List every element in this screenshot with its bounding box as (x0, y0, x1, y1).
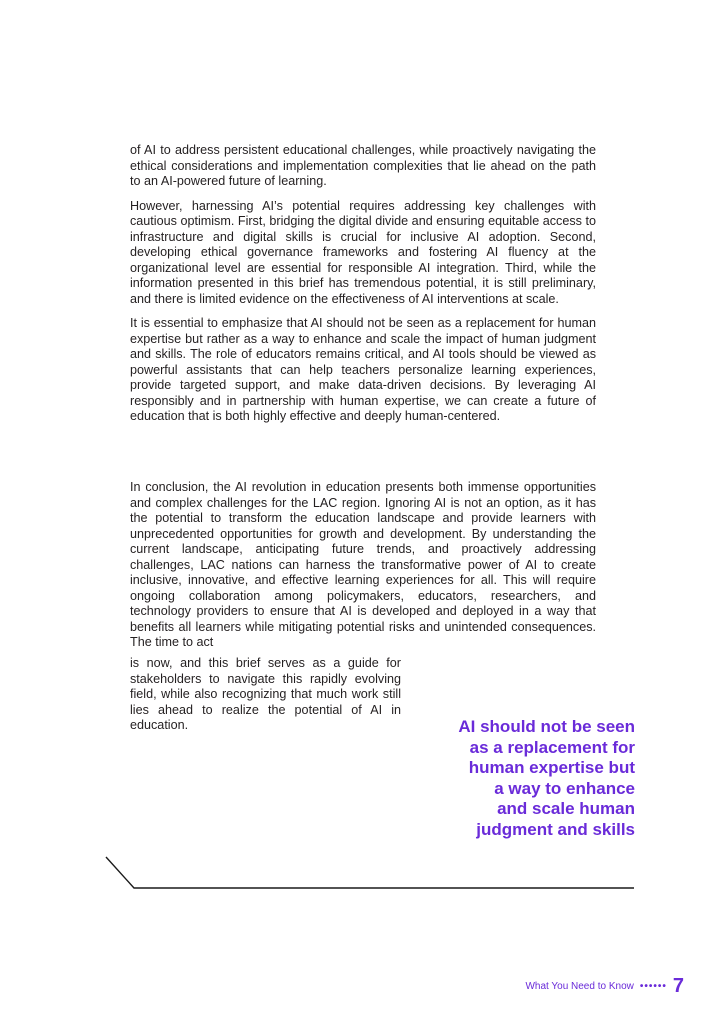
footer-section-title: What You Need to Know (525, 980, 634, 992)
page-number: 7 (672, 975, 684, 997)
conclusion-narrow-text: is now, and this brief serves as a guide for stakeholders to navigate this rapidly evolving field, while also recognizing that much work still lies ahead to realize the potential of AI in education. (130, 656, 401, 732)
pull-quote-line: and scale human (497, 799, 635, 819)
pull-quote-line: a way to enhance (494, 778, 635, 798)
paragraph-intro-continuation: of AI to address persistent educational challenges, while proactively navigating the ethical considerations and implementation complexities that lie ahead on the path to an AI-powered future of learning. (130, 143, 596, 188)
pull-quote-line: AI should not be seen (458, 717, 635, 736)
pull-quote-line: as a replacement for (469, 737, 635, 757)
divider-line (106, 857, 634, 888)
footer-dots: •••••• (639, 980, 667, 992)
conclusion-wide-text: In conclusion, the AI revolution in education presents both immense opportunities and complex challenges for the LAC region. Ignoring AI is not an option, as it has the potential to transform the education landscape and provide learners with unprecedented opportunities for growth and development. By understanding the current landscape, anticipating future trends, and proactively addressing challenges, LAC nations can harness the transformative power of AI to create inclusive, innovative, and effective learning experiences for all. This will require ongoing collaboration among policymakers, educators, researchers, and technology providers to ensure that AI is developed and deployed in a way that benefits all learners while mitigating potential risks and unintended consequences. The time to act (130, 480, 596, 649)
paragraph-challenges: However, harnessing AI’s potential requires addressing key challenges with cautious optimism. First, bridging the digital divide and ensuring equitable access to infrastructure and digital skills is crucial for inclusive AI adoption. Second, developing ethical governance frameworks and fostering AI fluency at the organizational level are essential for responsible AI integration. Third, while the information presented in this brief has tremendous potential, it is still preliminary, and there is limited evidence on the effectiveness of AI interventions at scale. (130, 198, 596, 306)
page-footer (525, 976, 684, 996)
paragraph-human-expertise: It is essential to emphasize that AI should not be seen as a replacement for human expertise but rather as a way to enhance and scale the impact of human judgment and skills. The role of educators remains critical, and AI tools should be viewed as powerful assistants that can help teachers personalize learning experiences, provide targeted support, and make data-driven decisions. By leveraging AI responsibly and in partnership with human expertise, we can create a future of education that is both highly effective and deeply human-centered. (130, 316, 596, 423)
pull-quote-line: human expertise but (468, 758, 635, 778)
pull-quote-line: judgment and skills (476, 819, 635, 839)
